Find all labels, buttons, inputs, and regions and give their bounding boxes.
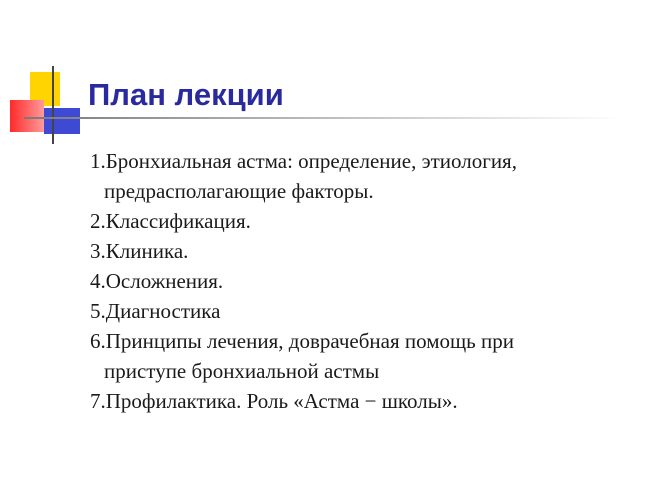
list-item-text-continued: приступе бронхиальной астмы xyxy=(104,359,380,383)
list-item-text: 6.Принципы лечения, доврачебная помощь при xyxy=(90,329,514,353)
list-item xyxy=(90,146,635,206)
list-item-text: 2.Классификация. xyxy=(90,209,251,233)
deco-red-square xyxy=(10,100,44,132)
slide-title: План лекции xyxy=(88,77,284,112)
list-item xyxy=(90,296,635,326)
list-item-text: 4.Осложнения. xyxy=(90,269,224,293)
deco-vertical-line xyxy=(52,66,54,144)
list-item xyxy=(90,386,635,416)
list-item xyxy=(90,326,635,386)
list-item xyxy=(90,206,635,236)
list-item-text: 1.Бронхиальная астма: определение, этиология, xyxy=(90,149,517,173)
list-item-text: 5.Диагностика xyxy=(90,299,221,323)
lecture-plan-list xyxy=(90,146,635,416)
list-item-text: 7.Профилактика. Роль «Астма − школы». xyxy=(90,389,458,413)
list-item xyxy=(90,236,635,266)
list-item-text-continued: предрасполагающие факторы. xyxy=(104,179,374,203)
list-item-text: 3.Клиника. xyxy=(90,239,189,263)
deco-blue-square xyxy=(44,108,80,134)
list-item xyxy=(90,266,635,296)
deco-horizontal-rule xyxy=(24,117,624,119)
